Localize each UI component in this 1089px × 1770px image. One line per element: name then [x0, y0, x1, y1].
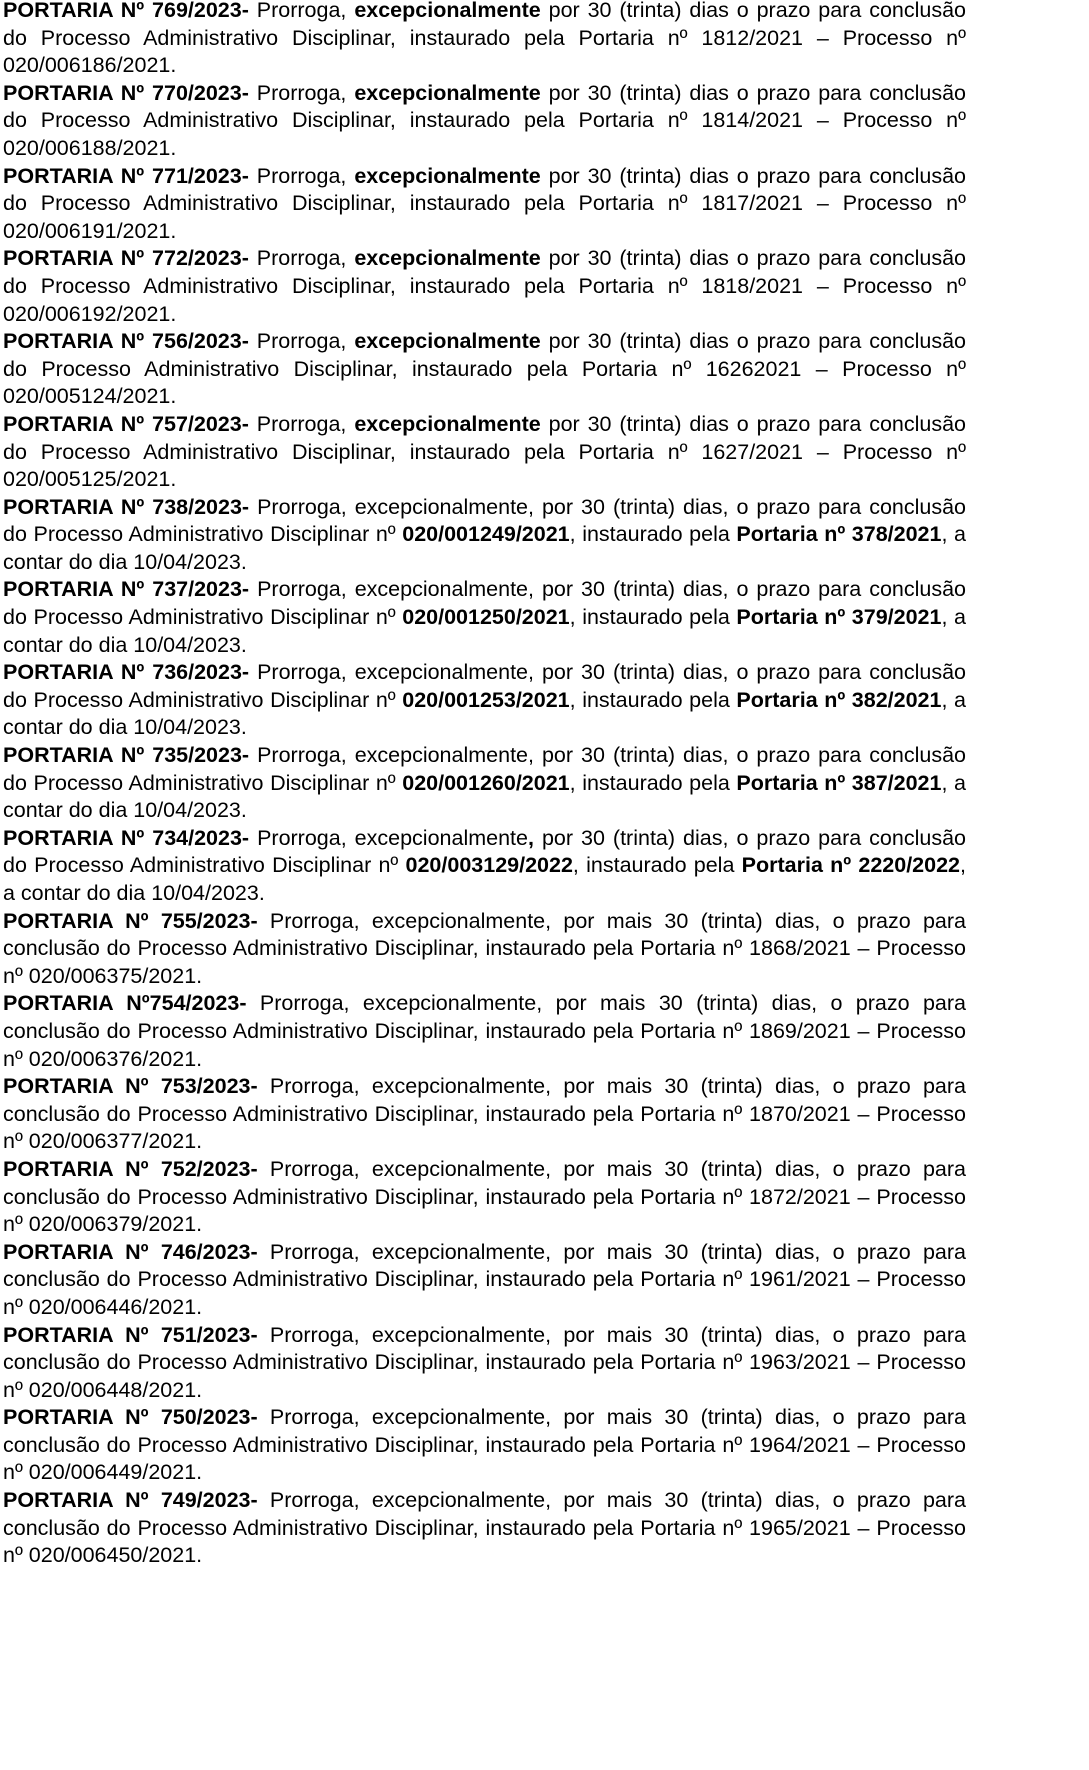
- portaria-entry: [3, 1073, 966, 1156]
- portaria-entry: [3, 80, 966, 163]
- portaria-entry: [3, 1156, 966, 1239]
- bold-text-segment: Portaria nº 387/2021: [736, 770, 942, 795]
- bold-text-segment: PORTARIA Nº 752/2023-: [3, 1156, 258, 1181]
- text-segment: , a contar do dia 10/04/2023.: [3, 853, 966, 905]
- portaria-entry: [3, 908, 966, 991]
- text-segment: , instaurado pela: [569, 770, 737, 795]
- text-segment: Prorroga,: [248, 329, 355, 354]
- text-segment: , instaurado pela: [569, 522, 737, 547]
- bold-text-segment: Portaria nº 382/2021: [736, 687, 942, 712]
- text-segment: , a contar do dia 10/04/2023.: [3, 687, 966, 740]
- text-segment: Prorroga, excepcionalmente, por mais 30 (trinta) dias, o prazo para conclusão do Processo Administrativo Disciplinar, instaurado pela Portaria nº 1868/2021 – Processo nº 020/006375/2021.: [3, 908, 966, 988]
- portaria-entry: [3, 163, 966, 246]
- bold-text-segment: PORTARIA Nº 753/2023-: [3, 1074, 258, 1099]
- text-segment: Prorroga, excepcionalmente, por mais 30 (trinta) dias, o prazo para conclusão do Processo Administrativo Disciplinar, instaurado pela Portaria nº 1872/2021 – Processo nº 020/006379/2021.: [3, 1156, 966, 1237]
- bold-text-segment: PORTARIA Nº 755/2023-: [3, 908, 258, 933]
- bold-text-segment: 020/001249/2021: [402, 522, 570, 547]
- text-segment: Prorroga, excepcionalmente, por 30 (trinta) dias, o prazo para conclusão do Processo Administrativo Disciplinar nº: [3, 577, 967, 630]
- portaria-entry: [3, 1487, 966, 1570]
- portaria-entry: [3, 411, 966, 494]
- text-segment: , a contar do dia 10/04/2023.: [3, 605, 966, 657]
- bold-text-segment: PORTARIA Nº 756/2023-: [3, 329, 249, 354]
- portaria-entry: [3, 825, 966, 908]
- bold-text-segment: PORTARIA Nº754/2023-: [3, 991, 247, 1016]
- bold-text-segment: PORTARIA Nº 751/2023-: [3, 1322, 258, 1347]
- bold-text-segment: PORTARIA Nº 770/2023-: [3, 80, 249, 105]
- text-segment: Prorroga,: [248, 0, 355, 22]
- portaria-entry: [3, 1404, 966, 1487]
- portaria-entry: [3, 576, 966, 659]
- text-segment: Prorroga, excepcionalmente, por 30 (trinta) dias, o prazo para conclusão do Processo Administrativo Disciplinar nº: [3, 660, 967, 712]
- portaria-entry: [3, 328, 966, 411]
- bold-text-segment: PORTARIA Nº 734/2023-: [3, 825, 250, 850]
- bold-text-segment: PORTARIA Nº 736/2023-: [3, 660, 250, 685]
- text-segment: Prorroga, excepcionalmente, por mais 30 (trinta) dias, o prazo para conclusão do Processo Administrativo Disciplinar, instaurado pela Portaria nº 1965/2021 – Processo nº 020/006450/2021.: [3, 1488, 966, 1568]
- bold-text-segment: PORTARIA Nº 757/2023-: [3, 411, 249, 436]
- text-segment: Prorroga, excepcionalmente, por mais 30 (trinta) dias, o prazo para conclusão do Processo Administrativo Disciplinar, instaurado pela Portaria nº 1964/2021 – Processo nº 020/006449/2021.: [3, 1405, 966, 1485]
- text-segment: por 30 (trinta) dias o prazo para conclusão do Processo Administrativo Disciplinar, instaurado pela Portaria nº 1818/2021 – Processo nº 020/006192/2021.: [3, 246, 967, 326]
- text-segment: Prorroga,: [248, 163, 355, 188]
- text-segment: Prorroga, excepcionalmente, por mais 30 (trinta) dias, o prazo para conclusão do Processo Administrativo Disciplinar, instaurado pela Portaria nº 1870/2021 – Processo nº 020/006377/2021.: [3, 1074, 966, 1154]
- portaria-entry: [3, 0, 966, 80]
- text-segment: , a contar do dia 10/04/2023.: [3, 770, 966, 823]
- bold-text-segment: 020/001253/2021: [402, 687, 570, 712]
- portaria-entry: [3, 659, 966, 742]
- text-segment: Prorroga,: [248, 80, 355, 105]
- portaria-entry: [3, 990, 966, 1073]
- portaria-entry: [3, 742, 966, 825]
- bold-text-segment: Portaria nº 379/2021: [736, 605, 942, 630]
- text-segment: Prorroga, excepcionalmente, por mais 30 (trinta) dias, o prazo para conclusão do Processo Administrativo Disciplinar, instaurado pela Portaria nº 1961/2021 – Processo nº 020/006446/2021.: [3, 1239, 966, 1319]
- bold-text-segment: excepcionalmente: [354, 329, 541, 354]
- bold-text-segment: ,: [527, 825, 534, 850]
- bold-text-segment: excepcionalmente: [354, 0, 541, 22]
- text-segment: Prorroga, excepcionalmente, por mais 30 (trinta) dias, o prazo para conclusão do Processo Administrativo Disciplinar, instaurado pela Portaria nº 1869/2021 – Processo nº 020/006376/2021.: [3, 991, 966, 1071]
- text-segment: por 30 (trinta) dias, o prazo para conclusão do Processo Administrativo Disciplinar nº: [3, 825, 966, 878]
- bold-text-segment: PORTARIA Nº 750/2023-: [3, 1405, 258, 1430]
- text-segment: , instaurado pela: [572, 853, 742, 878]
- bold-text-segment: Portaria nº 2220/2022: [741, 853, 960, 878]
- bold-text-segment: PORTARIA Nº 738/2023-: [3, 494, 250, 519]
- bold-text-segment: PORTARIA Nº 769/2023-: [3, 0, 249, 22]
- portaria-entry: [3, 1239, 966, 1322]
- text-segment: , instaurado pela: [569, 687, 737, 712]
- text-segment: por 30 (trinta) dias o prazo para conclusão do Processo Administrativo Disciplinar, instaurado pela Portaria nº 1812/2021 – Processo nº 020/006186/2021.: [3, 0, 967, 78]
- bold-text-segment: excepcionalmente: [354, 80, 541, 105]
- bold-text-segment: PORTARIA Nº 737/2023-: [3, 577, 250, 602]
- bold-text-segment: PORTARIA Nº 771/2023-: [3, 163, 249, 188]
- bold-text-segment: PORTARIA Nº 749/2023-: [3, 1488, 258, 1513]
- bold-text-segment: PORTARIA Nº 735/2023-: [3, 743, 250, 768]
- text-segment: , instaurado pela: [569, 605, 737, 630]
- text-segment: Prorroga, excepcionalmente, por mais 30 (trinta) dias, o prazo para conclusão do Processo Administrativo Disciplinar, instaurado pela Portaria nº 1963/2021 – Processo nº 020/006448/2021.: [3, 1322, 966, 1402]
- bold-text-segment: PORTARIA Nº 746/2023-: [3, 1239, 258, 1264]
- text-segment: Prorroga, excepcionalmente: [249, 825, 528, 850]
- text-segment: por 30 (trinta) dias o prazo para conclusão do Processo Administrativo Disciplinar, instaurado pela Portaria nº 1817/2021 – Processo nº 020/006191/2021.: [3, 163, 967, 243]
- portaria-entry: [3, 494, 966, 577]
- portaria-entry: [3, 245, 966, 328]
- bold-text-segment: excepcionalmente: [354, 163, 541, 188]
- bold-text-segment: excepcionalmente: [354, 246, 541, 271]
- text-segment: por 30 (trinta) dias o prazo para conclusão do Processo Administrativo Disciplinar, instaurado pela Portaria nº 1814/2021 – Processo nº 020/006188/2021.: [3, 80, 967, 160]
- text-segment: por 30 (trinta) dias o prazo para conclusão do Processo Administrativo Disciplinar, instaurado pela Portaria nº 16262021 – Processo nº 020/005124/2021.: [3, 329, 967, 409]
- bold-text-segment: 020/001250/2021: [402, 605, 570, 630]
- text-segment: Prorroga,: [248, 411, 355, 436]
- text-segment: por 30 (trinta) dias o prazo para conclusão do Processo Administrativo Disciplinar, instaurado pela Portaria nº 1627/2021 – Processo nº 020/005125/2021.: [3, 411, 967, 492]
- bold-text-segment: Portaria nº 378/2021: [736, 522, 942, 547]
- text-segment: , a contar do dia 10/04/2023.: [3, 522, 966, 574]
- bold-text-segment: excepcionalmente: [354, 411, 541, 436]
- text-segment: Prorroga, excepcionalmente, por 30 (trinta) dias, o prazo para conclusão do Processo Administrativo Disciplinar nº: [3, 743, 967, 795]
- bold-text-segment: PORTARIA Nº 772/2023-: [3, 246, 249, 271]
- text-segment: Prorroga,: [248, 246, 355, 271]
- text-segment: Prorroga, excepcionalmente, por 30 (trinta) dias, o prazo para conclusão do Processo Administrativo Disciplinar nº: [3, 494, 967, 547]
- bold-text-segment: 020/003129/2022: [405, 853, 573, 878]
- bold-text-segment: 020/001260/2021: [402, 770, 570, 795]
- portaria-entry: [3, 1322, 966, 1405]
